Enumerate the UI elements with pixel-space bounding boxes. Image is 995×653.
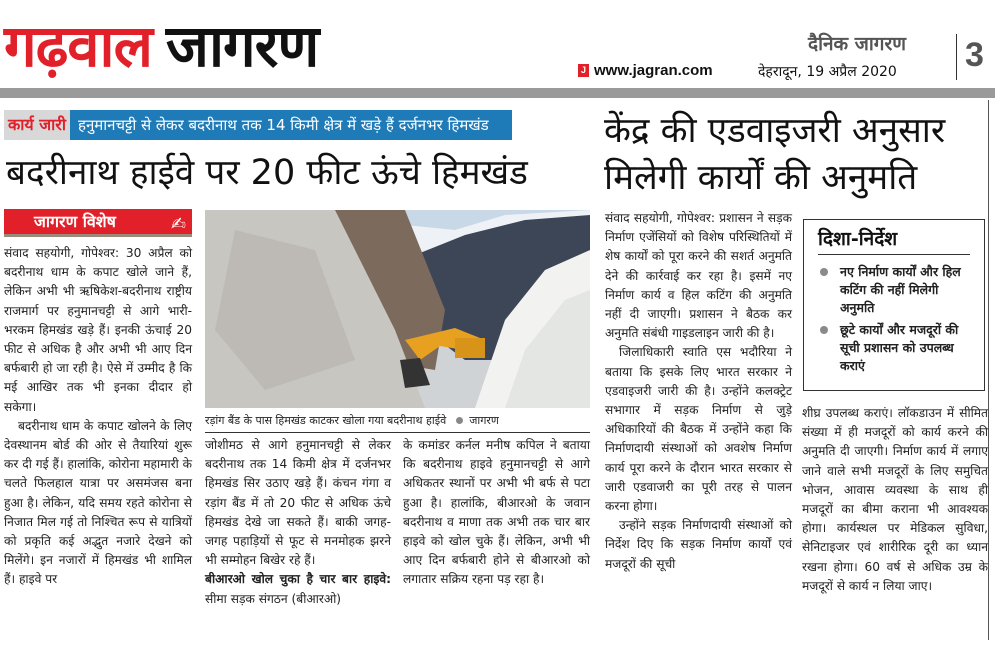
guidelines-title: दिशा-निर्देश (818, 228, 970, 255)
kicker-tag: कार्य जारी (4, 110, 70, 140)
masthead (0, 0, 995, 86)
page-number: 3 (965, 36, 984, 74)
website-url: www.jagran.com (594, 62, 713, 79)
subhead-bro: बीआरओ खोल चुका है चार बार हाइवे: (205, 572, 391, 587)
paragraph: जिलाधिकारी स्वाति एस भदौरिया ने बताया कि इसके लिए भारत सरकार ने एडवाइजरी जारी की है। उन्होंने कलक्ट्रेट सभागार में सड़क निर्माण से जुड़े अधिकारियों की बैठक में उन्होंने कहा कि निर्माणदायी संस्थाओं को अवशेष निर्माण कार्य पूरा करने के दौरान भारत सरकार से जारी एडवाजरी का पूरी तरह से पालन करना होगा। (605, 345, 792, 514)
kicker-strap: हनुमानचट्टी से लेकर बदरीनाथ तक 14 किमी क्षेत्र में खड़े हैं दर्जनभर हिमखंड (70, 110, 512, 140)
bullet-dot-icon (456, 417, 463, 424)
logo-jagran: जागरण (165, 12, 319, 80)
logo-garhwal: गढ़वाल (4, 12, 152, 80)
jagran-j-icon: J (578, 64, 589, 77)
right-story-column-2 (802, 404, 988, 596)
divider (956, 34, 957, 80)
section-label-jagran-vishesh (4, 209, 192, 237)
section-label-text: जागरण विशेष (34, 212, 116, 231)
paragraph: संवाद सहयोगी, गोपेश्वर: 30 अप्रैल को बदरीनाथ धाम के कपाट खोले जाने हैं, लेकिन अभी भी ऋषिकेश-बदरीनाथ राष्ट्रीय राजमार्ग पर हनुमानचट्टी से आगे भारी-भरकम हिमखंड खड़े हैं। इनकी ऊंचाई 20 फीट से अधिक है और अभी भी आए दिन बर्फबारी हो जा रही है। ऐसे में उम्मीद है कि मई आखिर तक भी इनका दीदार हो सकेगा। (4, 246, 192, 414)
dateline: देहरादून, 19 अप्रैल 2020 (758, 64, 897, 80)
photo-caption (205, 413, 590, 433)
guidelines-list (814, 263, 974, 375)
paragraph-continuation: सीमा सड़क संगठन (बीआरओ) (205, 591, 342, 606)
paragraph: जोशीमठ से आगे हनुमानचट्टी से लेकर बदरीनाथ तक 14 किमी क्षेत्र में दर्जनभर हिमखंड सिर उठाए खड़े हैं। कंचन गंगा व रड़ांग बैंड में तो 20 फीट से अधिक ऊंचे हिमखंड देखे जा सकते हैं। बाकी जगह-जगह पहाड़ियों से फूट से मनमोहक झरने भी सम्मोहन बिखेर रहे हैं। (205, 438, 391, 568)
website-link[interactable] (578, 62, 713, 79)
column-divider (988, 100, 989, 640)
paragraph: बदरीनाथ धाम के कपाट खोलने के लिए देवस्थानम बोर्ड की ओर से तैयारियां शुरू कर दी गई हैं। हालांकि, कोरोना महामारी के चलते फिलहाल यात्रा पर असमंजस बना हुआ है। लेकिन, यदि समय रहते कोरोना से निजात मिल गई तो निश्चित रूप से यात्रियों को प्रकृति कई अद्भुत नजारे देखने को मिलेंगे। इन नजारों में हिमखंड भी शामिल हैं। हाइवे पर (4, 418, 192, 587)
headline-advisory: केंद्र की एडवाइजरी अनुसार मिलेगी कार्यों की अनुमति (604, 111, 946, 198)
photo-illustration (205, 210, 590, 408)
news-photo-snow-cutting (205, 210, 590, 408)
pen-hand-icon: ✍ (170, 214, 186, 235)
left-story-column-1 (4, 244, 192, 590)
guideline-text: छूटे कार्यों और मजदूरों की सूची प्रशासन को उपलब्ध कराएं (840, 322, 959, 373)
left-story-column-3 (403, 436, 590, 590)
guideline-item (814, 263, 974, 317)
paragraph: संवाद सहयोगी, गोपेश्वर: प्रशासन ने सड़क निर्माण एजेंसियों को विशेष परिस्थितियों में शेष कार्यों को पूरा करने की सशर्त अनुमति देने की कार्रवाई कर रहा है। इसमें नए निर्माण कार्य व हिल कटिंग की अनुमति नहीं दी जाएगी। प्रशासन ने बैठक कर अनुमति संबंधी गाइडलाइन जारी की है। (605, 211, 792, 341)
headline-badrinath: बदरीनाथ हाईवे पर 20 फीट ऊंचे हिमखंड (6, 153, 528, 193)
guideline-item (814, 321, 974, 375)
newspaper-logo (4, 14, 318, 78)
subhead-paragraph (205, 570, 391, 608)
paragraph: उन्होंने सड़क निर्माणदायी संस्थाओं को निर्देश दिए कि सड़क निर्माण कार्यों एवं मजदूरों की सूची (605, 518, 792, 571)
dainik-jagran-brand: दैनिक जागरण (808, 33, 906, 55)
masthead-rule (0, 88, 995, 98)
bullet-icon (820, 326, 828, 334)
caption-text: रड़ांग बैंड के पास हिमखंड काटकर खोला गया बदरीनाथ हाईवे (205, 414, 447, 427)
paragraph: के कमांडर कर्नल मनीष कपिल ने बताया कि बदरीनाथ हाइवे हनुमानचट्टी से आगे अधिकतर स्थानों पर अभी भी बर्फ से पटा हुआ है। हालांकि, बीआरओ के जवान बदरीनाथ व माणा तक अभी तक चार बार हाइवे को खोल चुके हैं। लेकिन, अभी भी आए दिन बर्फबारी होने से बीआरओ को लगातार सक्रिय रहना पड़ रहा है। (403, 438, 590, 587)
right-story-column-1 (605, 209, 792, 574)
bullet-icon (820, 268, 828, 276)
paragraph: शीघ्र उपलब्ध कराएं। लॉकडाउन में सीमित संख्या में ही मजदूरों को कार्य करने की अनुमति दी जाएगी। निर्माण कार्य में लगाए जाने वाले सभी मजदूरों के लिए समुचित भोजन, आवास व्यवस्था के साथ ही मजदूरों का बीमा कराना भी आवश्यक होगा। कार्यस्थल पर मेडिकल सुविधा, सेनिटाइजर एवं शारीरिक दूरी का ध्यान रखना होगा। 60 वर्ष से अधिक उम्र के मजदूरों से कार्य न लिया जाए। (802, 406, 988, 593)
left-story-column-2 (205, 436, 391, 609)
photo-credit: जागरण (469, 414, 499, 427)
story-kicker (4, 110, 512, 140)
guidelines-box (803, 219, 985, 391)
guideline-text: नए निर्माण कार्यों और हिल कटिंग की नहीं मिलेगी अनुमति (840, 264, 961, 315)
